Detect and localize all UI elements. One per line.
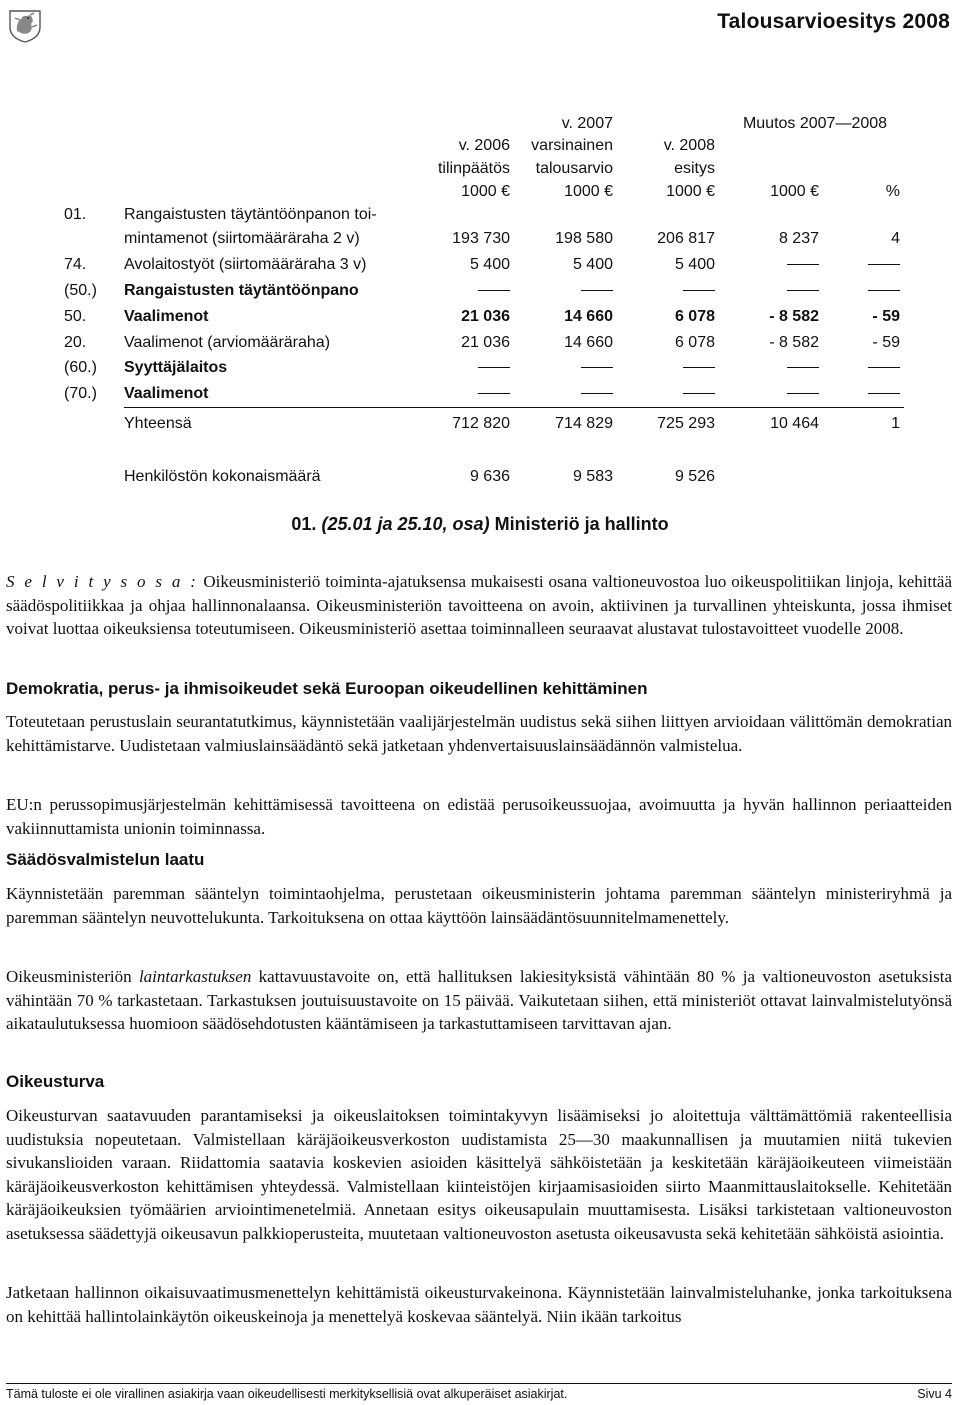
- row-60p-v4-dash: [730, 358, 819, 378]
- chapter-heading: [0, 514, 960, 535]
- total-v3: 725 293: [657, 415, 715, 432]
- row-70p-v3-dash: [620, 384, 715, 404]
- coat-of-arms-logo: [6, 5, 44, 43]
- row-50-label: Vaalimenot: [124, 308, 209, 325]
- col3-header-unit: 1000 €: [666, 183, 715, 200]
- total-v1: 712 820: [452, 415, 510, 432]
- col5-header-unit: %: [885, 183, 900, 200]
- staff-label: Henkilöstön kokonaismäärä: [124, 468, 321, 485]
- section-democracy-p2-text: EU:n perussopimusjärjestelmän kehittämisessä tavoitteena on edistää perusoikeussuojaa, avoimuutta ja hyvän hallinnon periaatteiden vakiinnuttamista unionin toiminnassa.: [6, 795, 952, 838]
- row-50-v2: 14 660: [564, 308, 613, 325]
- row-01-num: 01.: [64, 206, 87, 223]
- row-50-v1: 21 036: [461, 308, 510, 325]
- row-60p-num: (60.): [64, 359, 97, 376]
- chapter-ref: (25.01 ja 25.10, osa): [321, 514, 490, 534]
- row-60p-v2-dash: [520, 358, 613, 378]
- row-70p-label: Vaalimenot: [124, 385, 209, 402]
- staff-v3: 9 526: [674, 468, 715, 485]
- row-60p-v1-dash: [420, 358, 510, 378]
- col4-header-unit: 1000 €: [770, 183, 819, 200]
- row-70p-v1-dash: [420, 384, 510, 404]
- col2-header-type2: talousarvio: [535, 160, 613, 177]
- chapter-title: Ministeriö ja hallinto: [494, 514, 669, 534]
- row-20-v5: - 59: [872, 334, 900, 351]
- col2-header-type: varsinainen: [531, 137, 613, 154]
- staff-v2: 9 583: [572, 468, 613, 485]
- row-74-v5-dash: [840, 255, 900, 275]
- section-heading-legislation: Säädösvalmistelun laatu: [6, 850, 205, 869]
- row-01-v5: 4: [891, 230, 900, 247]
- chapter-number: 01.: [291, 514, 317, 534]
- row-50p-v3-dash: [620, 281, 715, 301]
- change-header-title: Muutos 2007—2008: [742, 115, 888, 132]
- row-60p-v3-dash: [620, 358, 715, 378]
- section-democracy-p1-text: Toteutetaan perustuslain seurantatutkimus, käynnistetään vaalijärjestelmän uudistus sekä siihen liittyen arvioidaan välittömän demokratian kehittämistarve. Uudistetaan valmiuslainsäädäntö sekä jatketaan yhdenvertaisuuslainsäädännön valmistelua.: [6, 712, 952, 755]
- row-74-v1: 5 400: [469, 256, 510, 273]
- row-20-label: Vaalimenot (arviomääräraha): [124, 334, 331, 351]
- page-number: Sivu 4: [917, 1387, 952, 1401]
- row-50p-num: (50.): [64, 282, 97, 299]
- col3-header-year: v. 2008: [663, 137, 715, 154]
- row-01-label-2: mintamenot (siirtomääräraha 2 v): [124, 230, 360, 247]
- col2-header-year: v. 2007: [561, 115, 613, 132]
- col3-header-type: esitys: [674, 160, 715, 177]
- row-01-v3: 206 817: [657, 230, 715, 247]
- row-50-v5: - 59: [872, 308, 900, 325]
- row-20-v3: 6 078: [674, 334, 715, 351]
- row-50p-v5-dash: [840, 281, 900, 301]
- row-50p-v4-dash: [730, 281, 819, 301]
- row-50-v4: - 8 582: [769, 308, 819, 325]
- row-60p-v5-dash: [840, 358, 900, 378]
- row-74-v4-dash: [730, 255, 819, 275]
- row-74-v2: 5 400: [572, 256, 613, 273]
- row-50-v3: 6 078: [674, 308, 715, 325]
- section-legal-protection-p2: [6, 1281, 952, 1328]
- row-20-v1: 21 036: [461, 334, 510, 351]
- intro-text: Oikeusministeriö toiminta-ajatuksensa mukaisesti osana valtioneuvostoa luo oikeuspolitiikan linjoja, kehittää säädöspolitiikkaa ja ohjaa hallinnonalaansa. Oikeusministeriön tavoitteena on avoin, aktiivinen ja turvallinen yhteiskunta, jossa ihmiset voivat luottaa oikeuksiensa toteutumiseen. Oikeusministeriö asettaa toiminnalleen seuraavat alustavat tulostavoitteet vuodelle 2008.: [6, 572, 953, 638]
- row-01-label-1: Rangaistusten täytäntöönpanon toi-: [124, 206, 377, 223]
- row-74-label: Avolaitostyöt (siirtomääräraha 3 v): [124, 256, 367, 273]
- col2-header-unit: 1000 €: [564, 183, 613, 200]
- total-v5: 1: [891, 415, 900, 432]
- row-01-v2: 198 580: [555, 230, 613, 247]
- section-legislation-p1: [6, 882, 952, 929]
- footer-note: Tämä tuloste ei ole virallinen asiakirja vaan oikeudellisesti merkityksellisiä ovat alkuperäiset asiakirjat.: [6, 1387, 568, 1401]
- intro-lead: S e l v i t y s o s a :: [6, 572, 199, 591]
- row-50-num: 50.: [64, 308, 87, 325]
- row-01-v4: 8 237: [778, 230, 819, 247]
- row-70p-v4-dash: [730, 384, 819, 404]
- legislation-p2-italic: laintarkastuksen: [138, 967, 252, 986]
- row-60p-label: Syyttäjälaitos: [124, 359, 228, 376]
- staff-v1: 9 636: [469, 468, 510, 485]
- intro-paragraph: [6, 570, 952, 641]
- legislation-p2-a: Oikeusministeriön: [6, 967, 139, 986]
- row-50p-label: Rangaistusten täytäntöönpano: [124, 282, 359, 299]
- section-legislation-p2: [6, 965, 952, 1036]
- col1-header-unit: 1000 €: [461, 183, 510, 200]
- section-heading-legal-protection: Oikeusturva: [6, 1072, 105, 1091]
- section-legislation-p1-text: Käynnistetään paremman sääntelyn toimintaohjelma, perustetaan oikeusministerin johtama paremman sääntelyn ministeriryhmä ja paremman sääntelyn neuvottelukunta. Tarkoituksena on ottaa käyttöön lainsäädäntösuunnitelmamenettely.: [6, 884, 952, 927]
- section-legal-protection-p2-text: Jatketaan hallinnon oikaisuvaatimusmenettelyn kehittämistä oikeusturvakeinona. Käynnistetään lainvalmisteluhanke, jonka tarkoituksena on kehittää hallintolainkäytön oikeuskeinoja ja menettelyä koskevaa sääntelyä. Niin ikään tarkoitus: [6, 1283, 952, 1326]
- section-democracy-p2: [6, 793, 952, 840]
- row-74-v3: 5 400: [674, 256, 715, 273]
- page-header-title: Talousarvioesitys 2008: [717, 10, 950, 33]
- row-70p-num: (70.): [64, 385, 97, 402]
- total-v2: 714 829: [555, 415, 613, 432]
- total-label: Yhteensä: [124, 415, 192, 432]
- total-v4: 10 464: [770, 415, 819, 432]
- page-footer: [6, 1383, 952, 1401]
- row-20-v2: 14 660: [564, 334, 613, 351]
- table-total-divider: [124, 407, 904, 408]
- section-heading-democracy: Demokratia, perus- ja ihmisoikeudet sekä Euroopan oikeudellinen kehittäminen: [6, 679, 648, 698]
- section-legal-protection-p1-text: Oikeusturvan saatavuuden parantamiseksi ja oikeuslaitoksen toimintakyvyn lisäämiseksi jo aloitettuja välttämättömiä rakenteellisia uudistuksia nopeutetaan. Valmistellaan käräjäoikeusverkoston uudistamista 25—30 maakunnallisen ja muutamien niitä tukevien sivukanslioiden varaan. Riidattomia saatavia koskevien asioiden käsittelyä sähköistetään ja keskitetään käräjäoikeuteen viimeistään käräjäoikeusverkoston kehittämisen yhteydessä. Valmistellaan kiinteistöjen kirjaamisasioiden siirto Maanmittauslaitokselle. Kehitetään käräjäoikeuksien työmäärien arviointimenetelmiä. Annetaan esitys oikeusapulain muuttamisesta. Lisäksi tarkistetaan valtioneuvoston asetuksessa säädettyjä oikeusavun palkkioperusteita, muutetaan valtioneuvoston asetusta oikeusavusta sekä kehitetään sähköistä asiointia.: [6, 1106, 952, 1243]
- section-legal-protection-p1: [6, 1104, 952, 1245]
- row-70p-v5-dash: [840, 384, 900, 404]
- legislation-p2-b: kattavuustavoite on, että hallituksen lakiesityksistä vähintään 80 % ja valtioneuvoston asetuksista vähintään 70 % tarkastetaan. Tarkastuksen joutuisuustavoite on 15 päivää. Vaikutetaan siihen, että ministeriöt ottavat lainvalmistelutyönsä aikataulutuksessa huomioon säädösehdotusten kääntämiseen ja tarkastuttamiseen tarvittavan ajan.: [6, 967, 952, 1033]
- col1-header-year: v. 2006: [458, 137, 510, 154]
- row-50p-v2-dash: [520, 281, 613, 301]
- row-20-v4: - 8 582: [769, 334, 819, 351]
- row-20-num: 20.: [64, 334, 87, 351]
- row-70p-v2-dash: [520, 384, 613, 404]
- row-01-v1: 193 730: [452, 230, 510, 247]
- row-74-num: 74.: [64, 256, 87, 273]
- col1-header-type: tilinpäätös: [437, 160, 510, 177]
- section-democracy-p1: [6, 710, 952, 757]
- row-50p-v1-dash: [420, 281, 510, 301]
